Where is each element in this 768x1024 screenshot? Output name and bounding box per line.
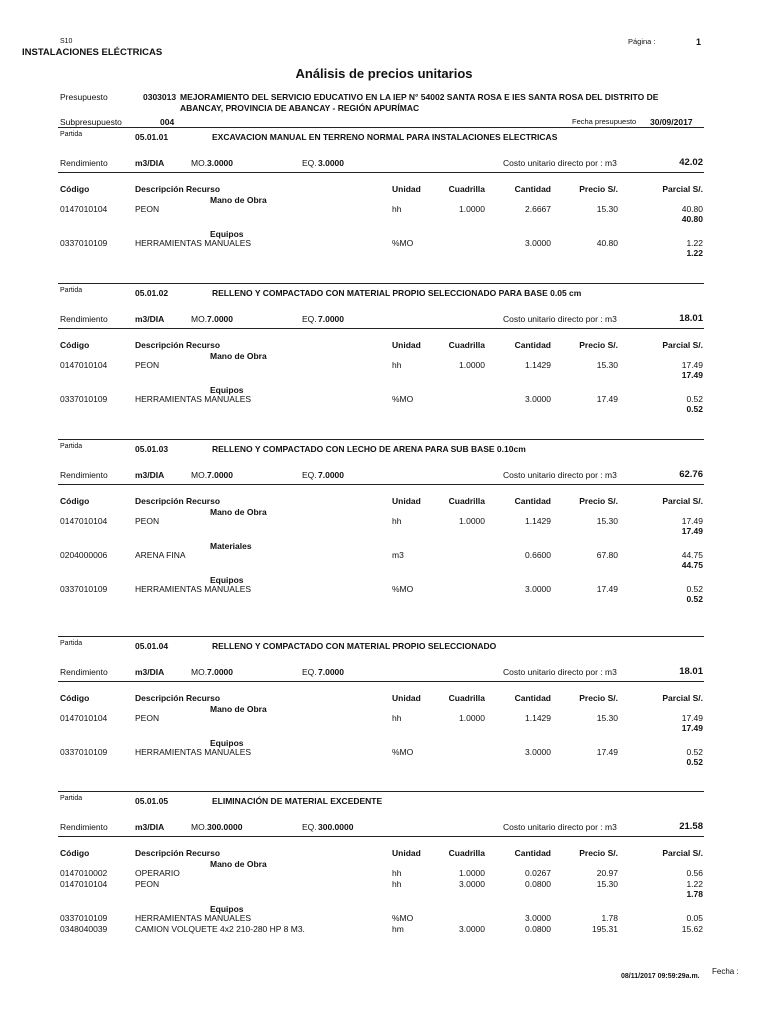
presupuesto-description-line1: MEJORAMIENTO DEL SERVICIO EDUCATIVO EN LA IEP N° 54002 SANTA ROSA E IES SANTA ROSA DEL DISTRITO DE — [180, 92, 659, 102]
group-subtotal: 17.49 — [681, 723, 703, 733]
group-subtotal: 1.22 — [686, 248, 703, 258]
row-descripcion: PEON — [135, 204, 160, 214]
row-unidad: hm — [392, 924, 404, 934]
row-cuadrilla: 3.0000 — [459, 879, 485, 889]
row-cantidad: 1.1429 — [525, 713, 551, 723]
fecha-presupuesto-value: 30/09/2017 — [650, 117, 693, 127]
col-header-codigo: Código — [60, 496, 90, 506]
col-header-descripcion: Descripción Recurso — [135, 496, 221, 506]
partida-label: Partida — [60, 443, 83, 450]
row-precio: 17.49 — [596, 747, 618, 757]
mo-label: MO. — [191, 470, 208, 480]
col-header-precio: Precio S/. — [579, 693, 618, 703]
col-header-cantidad: Cantidad — [514, 496, 551, 506]
row-parcial: 17.49 — [681, 713, 703, 723]
row-cantidad: 3.0000 — [525, 394, 551, 404]
row-precio: 1.78 — [601, 913, 618, 923]
row-descripcion: ARENA FINA — [135, 550, 186, 560]
row-descripcion: PEON — [135, 879, 160, 889]
rendimiento-label: Rendimiento — [60, 314, 108, 324]
rendimiento-divider — [58, 681, 704, 682]
section-divider — [58, 791, 704, 792]
row-codigo: 0147010104 — [60, 204, 108, 214]
costo-value: 62.76 — [679, 469, 703, 480]
section-divider — [58, 439, 704, 440]
row-unidad: hh — [392, 713, 402, 723]
group-title: Equipos — [210, 738, 244, 748]
partida-name: EXCAVACION MANUAL EN TERRENO NORMAL PARA INSTALACIONES ELECTRICAS — [212, 132, 558, 142]
col-header-cantidad: Cantidad — [514, 848, 551, 858]
mo-value: 7.0000 — [207, 470, 233, 480]
group-subtotal: 40.80 — [681, 214, 703, 224]
partida-name: RELLENO Y COMPACTADO CON MATERIAL PROPIO SELECCIONADO PARA BASE 0.05 cm — [212, 288, 582, 298]
row-descripcion: HERRAMIENTAS MANUALES — [135, 584, 252, 594]
partida-name: RELLENO Y COMPACTADO CON LECHO DE ARENA PARA SUB BASE 0.10cm — [212, 444, 526, 454]
eq-value: 3.0000 — [318, 158, 344, 168]
group-title: Mano de Obra — [210, 859, 267, 869]
col-header-parcial: Parcial S/. — [662, 693, 703, 703]
row-cantidad: 1.1429 — [525, 516, 551, 526]
group-subtotal: 17.49 — [681, 526, 703, 536]
partida-code: 05.01.05 — [135, 796, 169, 806]
row-codigo: 0337010109 — [60, 747, 108, 757]
footer-fecha-label: Fecha : — [712, 967, 739, 976]
col-header-codigo: Código — [60, 184, 90, 194]
eq-label: EQ. — [302, 314, 317, 324]
row-precio: 15.30 — [596, 516, 618, 526]
group-title: Equipos — [210, 385, 244, 395]
row-parcial: 44.75 — [681, 550, 703, 560]
page-title: Análisis de precios unitarios — [295, 66, 473, 81]
col-header-parcial: Parcial S/. — [662, 340, 703, 350]
rendimiento-divider — [58, 836, 704, 837]
rendimiento-divider — [58, 172, 704, 173]
row-codigo: 0348040039 — [60, 924, 108, 934]
row-parcial: 0.52 — [686, 747, 703, 757]
report-code: S10 — [60, 38, 73, 45]
rendimiento-unit: m3/DIA — [135, 822, 165, 832]
row-parcial: 1.22 — [686, 879, 703, 889]
rendimiento-unit: m3/DIA — [135, 314, 165, 324]
eq-value: 300.0000 — [318, 822, 354, 832]
costo-label: Costo unitario directo por : m3 — [503, 158, 617, 168]
presupuesto-code: 0303013 — [143, 92, 177, 102]
row-codigo: 0147010104 — [60, 713, 108, 723]
row-codigo: 0337010109 — [60, 394, 108, 404]
rendimiento-unit: m3/DIA — [135, 667, 165, 677]
costo-value: 42.02 — [679, 157, 703, 168]
col-header-descripcion: Descripción Recurso — [135, 340, 221, 350]
mo-value: 7.0000 — [207, 314, 233, 324]
row-descripcion: HERRAMIENTAS MANUALES — [135, 913, 252, 923]
row-codigo: 0147010104 — [60, 360, 108, 370]
costo-value: 18.01 — [679, 666, 703, 677]
costo-label: Costo unitario directo por : m3 — [503, 667, 617, 677]
row-codigo: 0337010109 — [60, 584, 108, 594]
section-divider — [58, 636, 704, 637]
row-unidad: %MO — [392, 913, 414, 923]
col-header-cuadrilla: Cuadrilla — [448, 184, 485, 194]
row-parcial: 0.56 — [686, 868, 703, 878]
row-cantidad: 0.0800 — [525, 879, 551, 889]
partida-code: 05.01.02 — [135, 288, 169, 298]
fecha-presupuesto-label: Fecha presupuesto — [572, 117, 637, 126]
row-parcial: 0.05 — [686, 913, 703, 923]
col-header-parcial: Parcial S/. — [662, 496, 703, 506]
row-parcial: 40.80 — [681, 204, 703, 214]
row-descripcion: PEON — [135, 713, 160, 723]
group-title: Equipos — [210, 904, 244, 914]
col-header-codigo: Código — [60, 340, 90, 350]
group-subtotal: 1.78 — [686, 889, 703, 899]
row-cuadrilla: 1.0000 — [459, 516, 485, 526]
row-codigo: 0337010109 — [60, 913, 108, 923]
section-divider — [58, 283, 704, 284]
col-header-unidad: Unidad — [392, 340, 421, 350]
row-descripcion: OPERARIO — [135, 868, 180, 878]
rendimiento-label: Rendimiento — [60, 822, 108, 832]
partida-code: 05.01.04 — [135, 641, 169, 651]
row-precio: 195.31 — [592, 924, 618, 934]
col-header-unidad: Unidad — [392, 693, 421, 703]
footer-datetime: 08/11/2017 09:59:29a.m. — [621, 973, 700, 980]
group-title: Materiales — [210, 541, 252, 551]
presupuesto-description-line2: ABANCAY, PROVINCIA DE ABANCAY - REGIÓN APURÍMAC — [180, 103, 420, 113]
row-cantidad: 0.0267 — [525, 868, 551, 878]
group-title: Equipos — [210, 229, 244, 239]
row-codigo: 0147010104 — [60, 516, 108, 526]
group-title: Mano de Obra — [210, 351, 267, 361]
group-subtotal: 17.49 — [681, 370, 703, 380]
mo-label: MO. — [191, 158, 208, 168]
subpresupuesto-label: Subpresupuesto — [60, 117, 122, 127]
mo-label: MO. — [191, 822, 208, 832]
page-number: 1 — [696, 37, 702, 47]
row-precio: 15.30 — [596, 204, 618, 214]
eq-value: 7.0000 — [318, 470, 344, 480]
row-codigo: 0337010109 — [60, 238, 108, 248]
col-header-cuadrilla: Cuadrilla — [448, 848, 485, 858]
row-cantidad: 3.0000 — [525, 913, 551, 923]
partida-label: Partida — [60, 640, 83, 647]
row-cantidad: 3.0000 — [525, 747, 551, 757]
row-descripcion: CAMION VOLQUETE 4x2 210-280 HP 8 M3. — [135, 924, 305, 934]
row-unidad: %MO — [392, 238, 414, 248]
row-descripcion: PEON — [135, 516, 160, 526]
partida-code: 05.01.01 — [135, 132, 169, 142]
col-header-codigo: Código — [60, 848, 90, 858]
subpresupuesto-code: 004 — [160, 117, 175, 127]
col-header-parcial: Parcial S/. — [662, 848, 703, 858]
partida-name: RELLENO Y COMPACTADO CON MATERIAL PROPIO SELECCIONADO — [212, 641, 497, 651]
row-unidad: hh — [392, 868, 402, 878]
row-unidad: %MO — [392, 747, 414, 757]
eq-label: EQ. — [302, 158, 317, 168]
col-header-cantidad: Cantidad — [514, 340, 551, 350]
row-cantidad: 2.6667 — [525, 204, 551, 214]
row-cantidad: 3.0000 — [525, 238, 551, 248]
mo-value: 7.0000 — [207, 667, 233, 677]
row-cuadrilla: 1.0000 — [459, 360, 485, 370]
rendimiento-divider — [58, 484, 704, 485]
col-header-unidad: Unidad — [392, 184, 421, 194]
row-precio: 15.30 — [596, 713, 618, 723]
col-header-cuadrilla: Cuadrilla — [448, 340, 485, 350]
row-unidad: hh — [392, 204, 402, 214]
col-header-cuadrilla: Cuadrilla — [448, 496, 485, 506]
col-header-descripcion: Descripción Recurso — [135, 184, 221, 194]
group-subtotal: 0.52 — [686, 757, 703, 767]
eq-label: EQ. — [302, 822, 317, 832]
row-cantidad: 0.0800 — [525, 924, 551, 934]
group-title: Equipos — [210, 575, 244, 585]
col-header-parcial: Parcial S/. — [662, 184, 703, 194]
group-title: Mano de Obra — [210, 507, 267, 517]
row-descripcion: HERRAMIENTAS MANUALES — [135, 747, 252, 757]
row-cantidad: 3.0000 — [525, 584, 551, 594]
row-precio: 67.80 — [596, 550, 618, 560]
partida-label: Partida — [60, 287, 83, 294]
costo-label: Costo unitario directo por : m3 — [503, 822, 617, 832]
col-header-precio: Precio S/. — [579, 340, 618, 350]
col-header-descripcion: Descripción Recurso — [135, 848, 221, 858]
group-subtotal: 0.52 — [686, 404, 703, 414]
row-codigo: 0147010002 — [60, 868, 108, 878]
row-unidad: %MO — [392, 584, 414, 594]
row-cuadrilla: 1.0000 — [459, 204, 485, 214]
col-header-precio: Precio S/. — [579, 848, 618, 858]
row-precio: 40.80 — [596, 238, 618, 248]
company-name: INSTALACIONES ELÉCTRICAS — [22, 47, 163, 58]
group-subtotal: 0.52 — [686, 594, 703, 604]
row-unidad: hh — [392, 360, 402, 370]
col-header-cuadrilla: Cuadrilla — [448, 693, 485, 703]
partida-label: Partida — [60, 795, 83, 802]
col-header-precio: Precio S/. — [579, 184, 618, 194]
row-parcial: 0.52 — [686, 584, 703, 594]
row-cuadrilla: 3.0000 — [459, 924, 485, 934]
row-unidad: hh — [392, 516, 402, 526]
row-parcial: 1.22 — [686, 238, 703, 248]
eq-value: 7.0000 — [318, 667, 344, 677]
rendimiento-unit: m3/DIA — [135, 158, 165, 168]
row-cuadrilla: 1.0000 — [459, 713, 485, 723]
row-precio: 20.97 — [596, 868, 618, 878]
costo-label: Costo unitario directo por : m3 — [503, 470, 617, 480]
rendimiento-label: Rendimiento — [60, 158, 108, 168]
row-unidad: m3 — [392, 550, 404, 560]
rendimiento-label: Rendimiento — [60, 470, 108, 480]
partida-name: ELIMINACIÓN DE MATERIAL EXCEDENTE — [212, 796, 383, 806]
row-cantidad: 0.6600 — [525, 550, 551, 560]
row-unidad: %MO — [392, 394, 414, 404]
row-parcial: 17.49 — [681, 360, 703, 370]
col-header-cantidad: Cantidad — [514, 184, 551, 194]
group-subtotal: 44.75 — [681, 560, 703, 570]
row-cuadrilla: 1.0000 — [459, 868, 485, 878]
mo-value: 3.0000 — [207, 158, 233, 168]
row-precio: 17.49 — [596, 394, 618, 404]
row-parcial: 17.49 — [681, 516, 703, 526]
row-descripcion: HERRAMIENTAS MANUALES — [135, 394, 252, 404]
mo-label: MO. — [191, 314, 208, 324]
mo-label: MO. — [191, 667, 208, 677]
header-divider — [58, 127, 704, 128]
rendimiento-label: Rendimiento — [60, 667, 108, 677]
row-descripcion: HERRAMIENTAS MANUALES — [135, 238, 252, 248]
row-unidad: hh — [392, 879, 402, 889]
row-precio: 15.30 — [596, 879, 618, 889]
rendimiento-divider — [58, 328, 704, 329]
group-title: Mano de Obra — [210, 704, 267, 714]
eq-label: EQ. — [302, 667, 317, 677]
eq-label: EQ. — [302, 470, 317, 480]
row-precio: 15.30 — [596, 360, 618, 370]
row-parcial: 15.62 — [681, 924, 703, 934]
presupuesto-label: Presupuesto — [60, 92, 108, 102]
row-codigo: 0147010104 — [60, 879, 108, 889]
costo-value: 18.01 — [679, 313, 703, 324]
page-label: Página : — [628, 37, 656, 46]
partida-code: 05.01.03 — [135, 444, 169, 454]
col-header-unidad: Unidad — [392, 496, 421, 506]
row-cantidad: 1.1429 — [525, 360, 551, 370]
rendimiento-unit: m3/DIA — [135, 470, 165, 480]
col-header-unidad: Unidad — [392, 848, 421, 858]
row-codigo: 0204000006 — [60, 550, 108, 560]
row-parcial: 0.52 — [686, 394, 703, 404]
row-precio: 17.49 — [596, 584, 618, 594]
col-header-codigo: Código — [60, 693, 90, 703]
col-header-precio: Precio S/. — [579, 496, 618, 506]
costo-value: 21.58 — [679, 821, 703, 832]
eq-value: 7.0000 — [318, 314, 344, 324]
partida-label: Partida — [60, 131, 83, 138]
mo-value: 300.0000 — [207, 822, 243, 832]
col-header-descripcion: Descripción Recurso — [135, 693, 221, 703]
col-header-cantidad: Cantidad — [514, 693, 551, 703]
group-title: Mano de Obra — [210, 195, 267, 205]
row-descripcion: PEON — [135, 360, 160, 370]
costo-label: Costo unitario directo por : m3 — [503, 314, 617, 324]
